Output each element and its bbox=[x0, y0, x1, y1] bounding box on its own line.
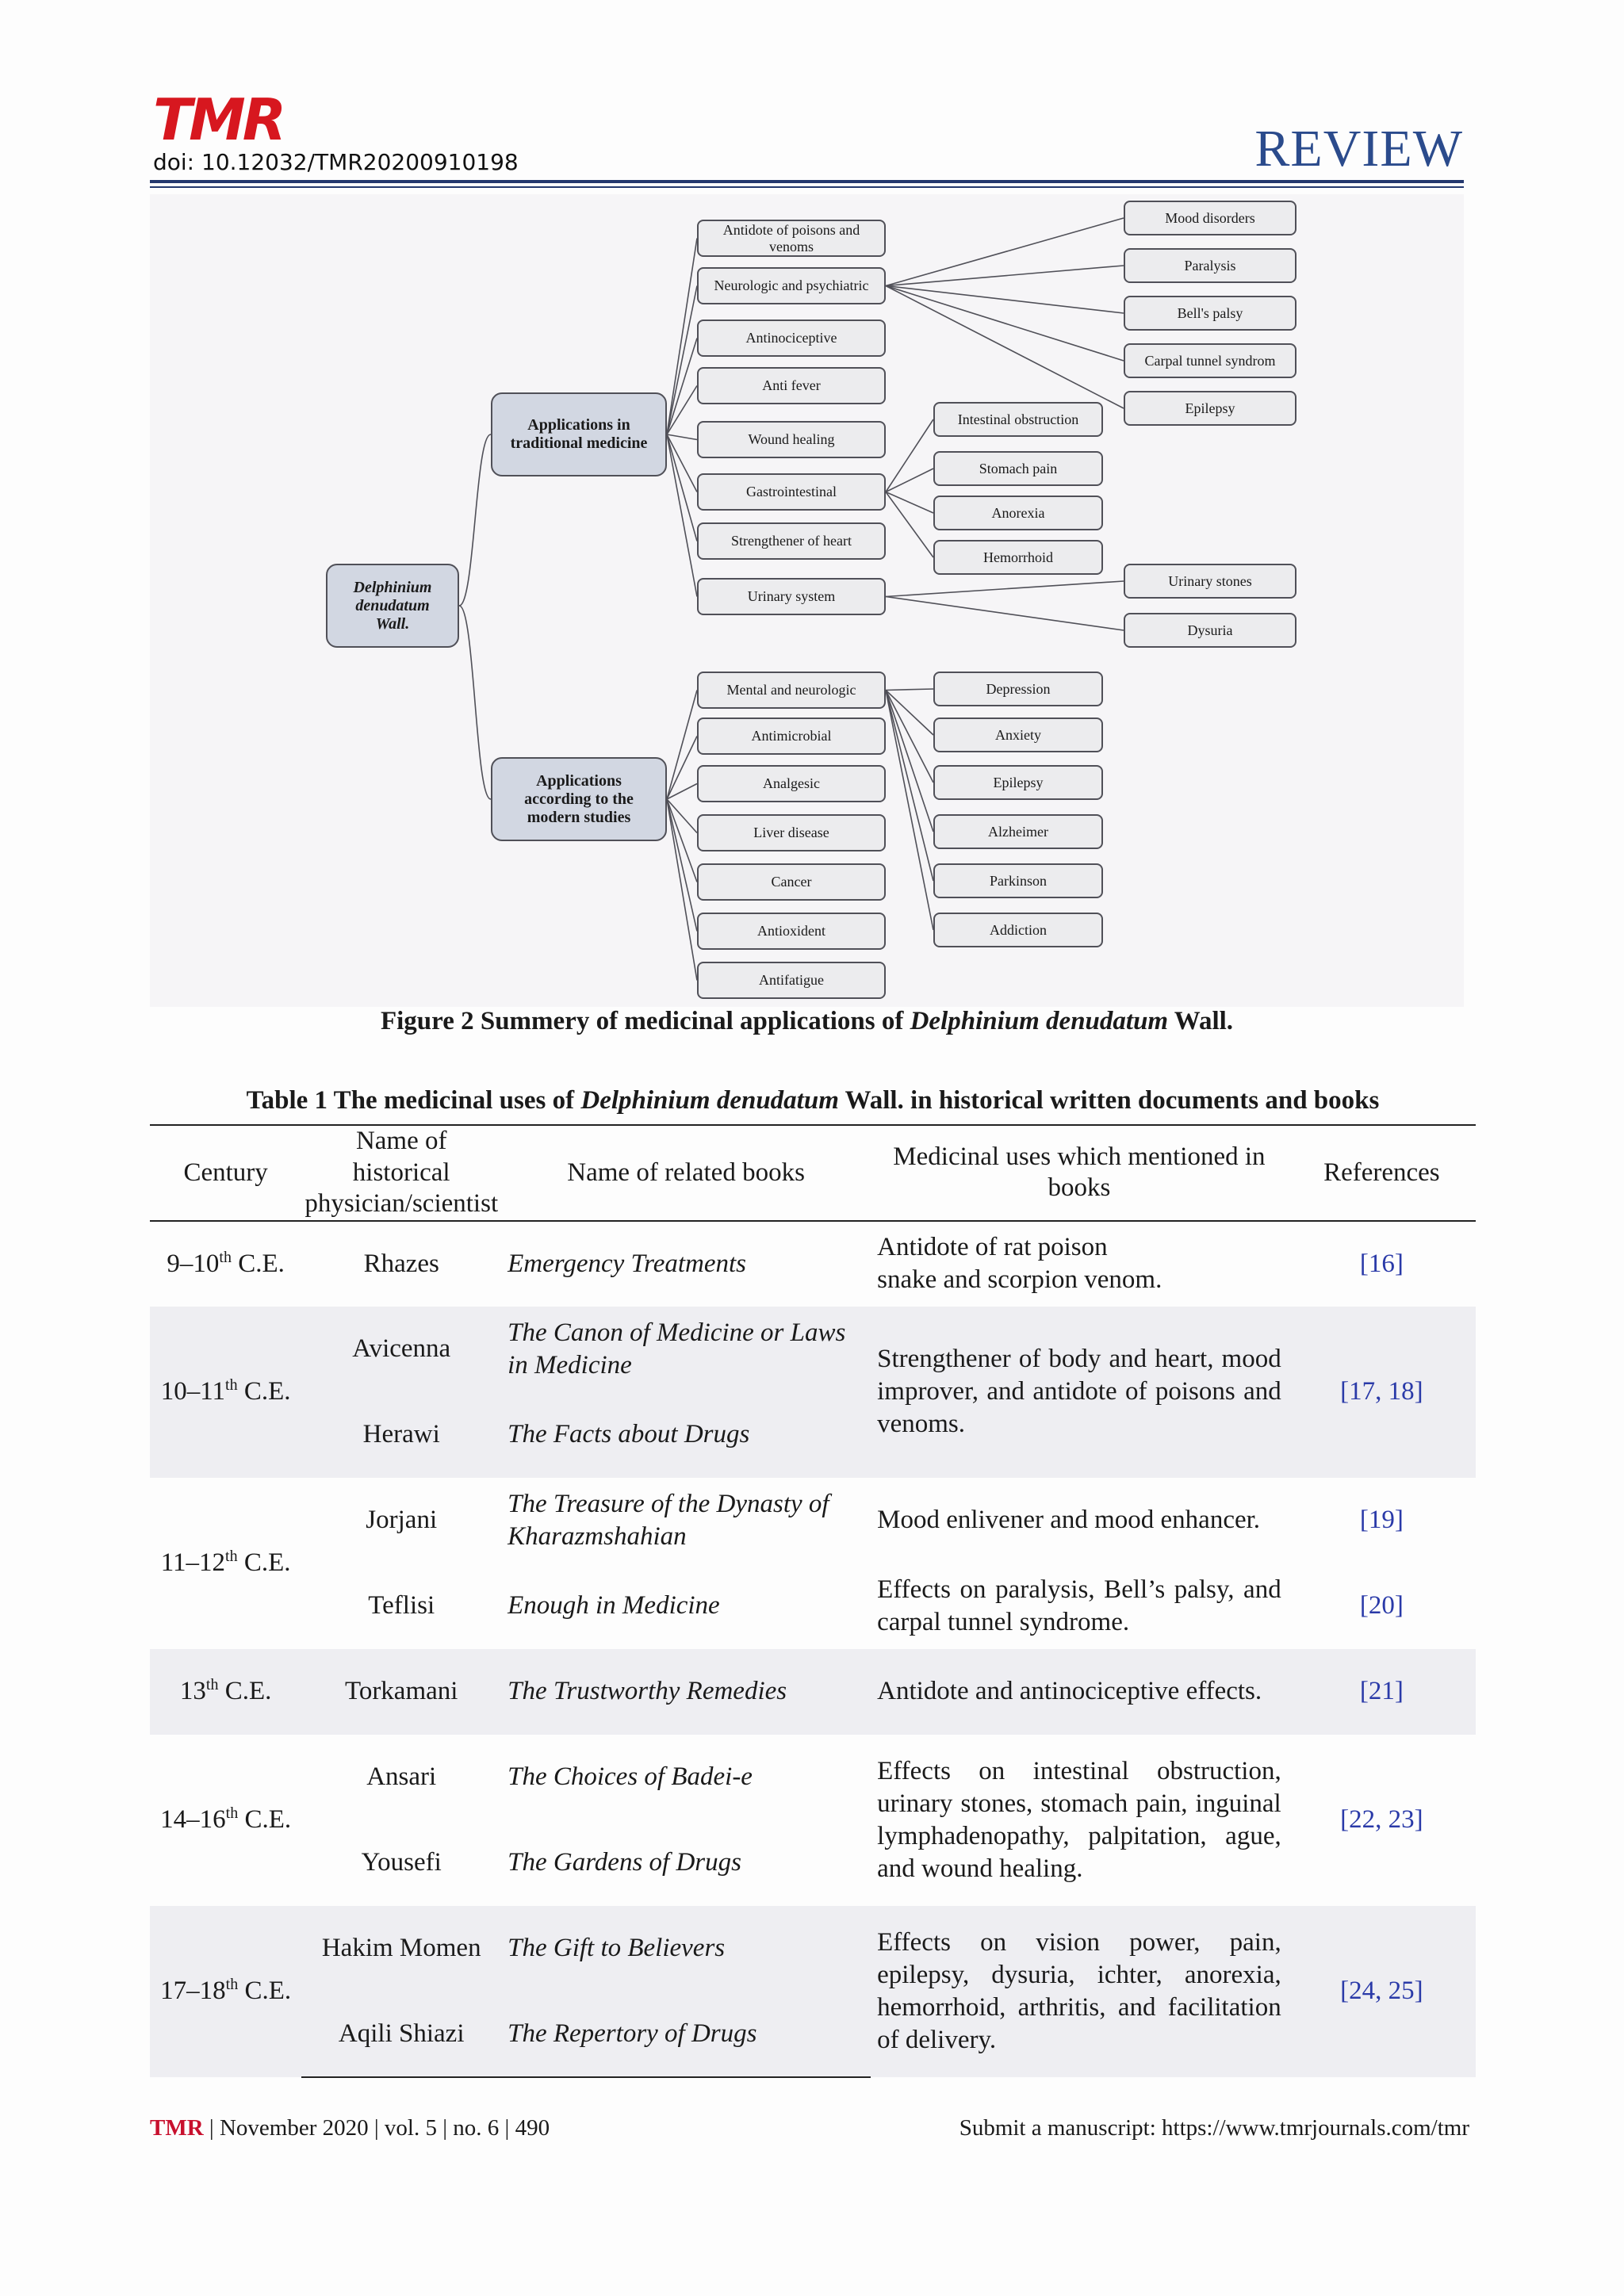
doi[interactable]: doi: 10.12032/TMR20200910198 bbox=[153, 149, 519, 175]
header-book: Name of related books bbox=[501, 1125, 871, 1221]
medicinal-uses-table bbox=[150, 1124, 1476, 2078]
diagram-child-node: Epilepsy bbox=[933, 765, 1103, 800]
table-row bbox=[150, 1307, 1476, 1392]
diagram-item-node: Liver disease bbox=[697, 814, 886, 851]
uses-cell: Strengthener of body and heart, mood improver, and antidote of poisons and venoms. bbox=[871, 1307, 1288, 1478]
diagram-item-node: Strengthener of heart bbox=[697, 522, 886, 560]
header-rule bbox=[150, 180, 1464, 183]
century-cell: 9–10th C.E. bbox=[167, 1248, 285, 1278]
physician-cell: Rhazes bbox=[363, 1249, 439, 1278]
uses-cell: Effects on vision power, pain, epilepsy, dysuria, ichter, anorexia, hemorrhoid, arthritis, and facilitation of delivery. bbox=[871, 1906, 1288, 2077]
diagram-child-node: Bell's palsy bbox=[1124, 296, 1297, 331]
diagram-child-node: Addiction bbox=[933, 913, 1103, 947]
physician-cell: Herawi bbox=[301, 1392, 501, 1478]
header-references: References bbox=[1288, 1125, 1476, 1221]
table-row bbox=[150, 1221, 1476, 1307]
physician-cell: Torkamani bbox=[301, 1649, 501, 1735]
header-rule-thin bbox=[150, 186, 1464, 188]
book-cell: The Gardens of Drugs bbox=[508, 1848, 741, 1877]
diagram-root-node: Delphinium denudatum Wall. bbox=[326, 564, 459, 648]
diagram-item-node: Urinary system bbox=[697, 578, 886, 615]
diagram-item-node: Cancer bbox=[697, 863, 886, 901]
table-row bbox=[150, 1478, 1476, 1563]
book-cell: The Trustworthy Remedies bbox=[501, 1649, 871, 1735]
uses-cell: Antidote and antinociceptive effects. bbox=[871, 1649, 1288, 1735]
reference-link[interactable]: [16] bbox=[1359, 1249, 1404, 1278]
physician-cell: Ansari bbox=[366, 1762, 437, 1792]
diagram-child-node: Parkinson bbox=[933, 863, 1103, 898]
diagram-item-node: Antifatigue bbox=[697, 962, 886, 999]
diagram-item-node: Wound healing bbox=[697, 421, 886, 458]
figure-2-diagram bbox=[150, 194, 1464, 1007]
header-physician: Name of historical physician/scientist bbox=[301, 1125, 501, 1221]
century-cell: 17–18th C.E. bbox=[150, 1906, 301, 2077]
uses-cell: Effects on intestinal obstruction, urinary stones, stomach pain, inguinal lymphadenopathy, palpitation, ague, and wound healing. bbox=[877, 1756, 1281, 1883]
diagram-child-node: Carpal tunnel syndrom bbox=[1124, 343, 1297, 378]
diagram-item-node: Antidote of poisons and venoms bbox=[697, 220, 886, 257]
diagram-item-node: Antinociceptive bbox=[697, 320, 886, 357]
diagram-child-node: Stomach pain bbox=[933, 451, 1103, 486]
book-cell: The Treasure of the Dynasty of Kharazmshahian bbox=[508, 1489, 829, 1551]
diagram-child-node: Depression bbox=[933, 672, 1103, 706]
diagram-branch-node-2: Applications according to the modern studies bbox=[491, 757, 667, 841]
table-row bbox=[150, 1563, 1476, 1649]
section-label: REVIEW bbox=[1254, 120, 1463, 178]
physician-cell: Hakim Momen bbox=[301, 1906, 501, 1992]
reference-link[interactable]: [20] bbox=[1359, 1591, 1404, 1621]
diagram-item-node: Mental and neurologic bbox=[697, 672, 886, 709]
physician-cell: Teflisi bbox=[368, 1591, 435, 1621]
book-cell: The Repertory of Drugs bbox=[501, 1992, 871, 2077]
diagram-item-node: Analgesic bbox=[697, 765, 886, 802]
reference-link[interactable]: [22, 23] bbox=[1340, 1805, 1423, 1835]
diagram-item-node: Neurologic and psychiatric bbox=[697, 267, 886, 304]
physician-cell: Yousefi bbox=[361, 1848, 442, 1877]
physician-cell: Avicenna bbox=[301, 1307, 501, 1392]
book-cell: Enough in Medicine bbox=[508, 1591, 720, 1621]
diagram-child-node: Paralysis bbox=[1124, 248, 1297, 283]
physician-cell: Aqili Shiazi bbox=[301, 1992, 501, 2077]
header-uses: Medicinal uses which mentioned in books bbox=[871, 1125, 1288, 1221]
diagram-child-node: Anorexia bbox=[933, 496, 1103, 530]
book-cell: The Choices of Badei-e bbox=[508, 1762, 753, 1792]
diagram-child-node: Intestinal obstruction bbox=[933, 402, 1103, 437]
table-row bbox=[150, 1649, 1476, 1735]
book-cell: The Gift to Believers bbox=[501, 1906, 871, 1992]
reference-link[interactable]: [24, 25] bbox=[1288, 1906, 1476, 2077]
diagram-item-node: Anti fever bbox=[697, 367, 886, 404]
figure-caption: Figure 2 Summery of medicinal applications of Delphinium denudatum Wall. bbox=[380, 1007, 1234, 1035]
diagram-child-node: Hemorrhoid bbox=[933, 540, 1103, 575]
century-cell: 14–16th C.E. bbox=[160, 1804, 292, 1835]
table-header-row bbox=[150, 1125, 1476, 1221]
diagram-branch-node-1: Applications in traditional medicine bbox=[491, 392, 667, 476]
header-century: Century bbox=[150, 1125, 301, 1221]
reference-link[interactable]: [19] bbox=[1359, 1506, 1404, 1535]
book-cell: The Facts about Drugs bbox=[501, 1392, 871, 1478]
table-caption: Table 1 The medicinal uses of Delphinium denudatum Wall. in historical written documents and books bbox=[246, 1086, 1380, 1115]
table-row bbox=[150, 1735, 1476, 1820]
reference-link[interactable]: [21] bbox=[1288, 1649, 1476, 1735]
diagram-child-node: Mood disorders bbox=[1124, 201, 1297, 235]
reference-link[interactable]: [17, 18] bbox=[1288, 1307, 1476, 1478]
svg-text:TMR: TMR bbox=[153, 94, 284, 143]
footer-journal-info: TMR | November 2020 | vol. 5 | no. 6 | 490 bbox=[150, 2115, 550, 2141]
uses-cell: Antidote of rat poison snake and scorpion venom. bbox=[877, 1233, 1162, 1295]
century-cell: 13th C.E. bbox=[150, 1649, 301, 1735]
table-row bbox=[150, 1906, 1476, 1992]
diagram-child-node: Alzheimer bbox=[933, 814, 1103, 849]
diagram-child-node: Anxiety bbox=[933, 718, 1103, 752]
uses-cell: Mood enlivener and mood enhancer. bbox=[877, 1506, 1261, 1535]
tmr-logo bbox=[153, 94, 316, 143]
diagram-item-node: Antioxident bbox=[697, 913, 886, 950]
book-cell: The Canon of Medicine or Laws in Medicine bbox=[501, 1307, 871, 1392]
footer-submit-link[interactable]: Submit a manuscript: https://www.tmrjournals.com/tmr bbox=[959, 2115, 1469, 2141]
uses-cell: Effects on paralysis, Bell’s palsy, and carpal tunnel syndrome. bbox=[877, 1575, 1281, 1636]
diagram-child-node: Dysuria bbox=[1124, 613, 1297, 648]
diagram-child-node: Urinary stones bbox=[1124, 564, 1297, 599]
physician-cell: Jorjani bbox=[366, 1506, 438, 1535]
diagram-item-node: Gastrointestinal bbox=[697, 473, 886, 511]
diagram-child-node: Epilepsy bbox=[1124, 391, 1297, 426]
book-cell: Emergency Treatments bbox=[508, 1249, 747, 1278]
diagram-item-node: Antimicrobial bbox=[697, 718, 886, 755]
century-cell: 11–12th C.E. bbox=[160, 1548, 291, 1578]
century-cell: 10–11th C.E. bbox=[150, 1307, 301, 1478]
